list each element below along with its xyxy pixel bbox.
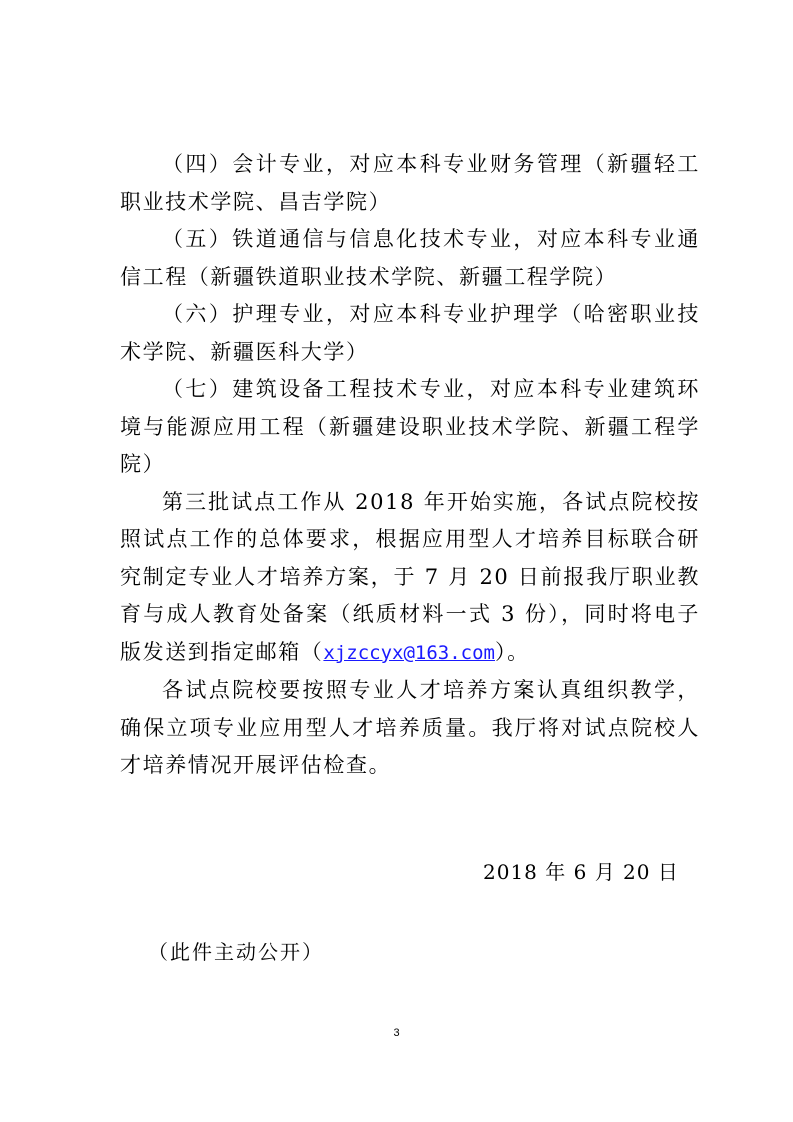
document-body <box>120 146 700 785</box>
email-link[interactable]: xjzccyx@163.com <box>323 641 495 664</box>
paragraph-third-batch <box>120 484 700 673</box>
paragraph-railway-communication: （五）铁道通信与信息化技术专业，对应本科专业通信工程（新疆铁道职业技术学院、新疆工程学院） <box>120 227 700 289</box>
public-disclosure-note: （此件主动公开） <box>148 940 324 964</box>
paragraph-teaching-quality: 各试点院校要按照专业人才培养方案认真组织教学，确保立项专业应用型人才培养质量。我厅将对试点院校人才培养情况开展评估检查。 <box>120 678 700 777</box>
third-batch-text-end: ）。 <box>495 639 530 664</box>
paragraph-accounting: （四）会计专业，对应本科专业财务管理（新疆轻工职业技术学院、昌吉学院） <box>120 152 700 214</box>
paragraph-nursing: （六）护理专业，对应本科专业护理学（哈密职业技术学院、新疆医科大学） <box>120 302 700 364</box>
paragraph-building-equipment: （七）建筑设备工程技术专业，对应本科专业建筑环境与能源应用工程（新疆建设职业技术学院、新疆工程学院） <box>120 377 700 476</box>
third-batch-text: 第三批试点工作从 2018 年开始实施，各试点院校按照试点工作的总体要求，根据应用型人才培养目标联合研究制定专业人才培养方案，于 7 月 20 日前报我厅职业教育与成人教育处备案（纸质材料一式 3 份），同时将电子版发送到指定邮箱（ <box>120 489 700 664</box>
document-date: 2018 年 6 月 20 日 <box>483 860 679 884</box>
page-number: 3 <box>393 1027 400 1039</box>
